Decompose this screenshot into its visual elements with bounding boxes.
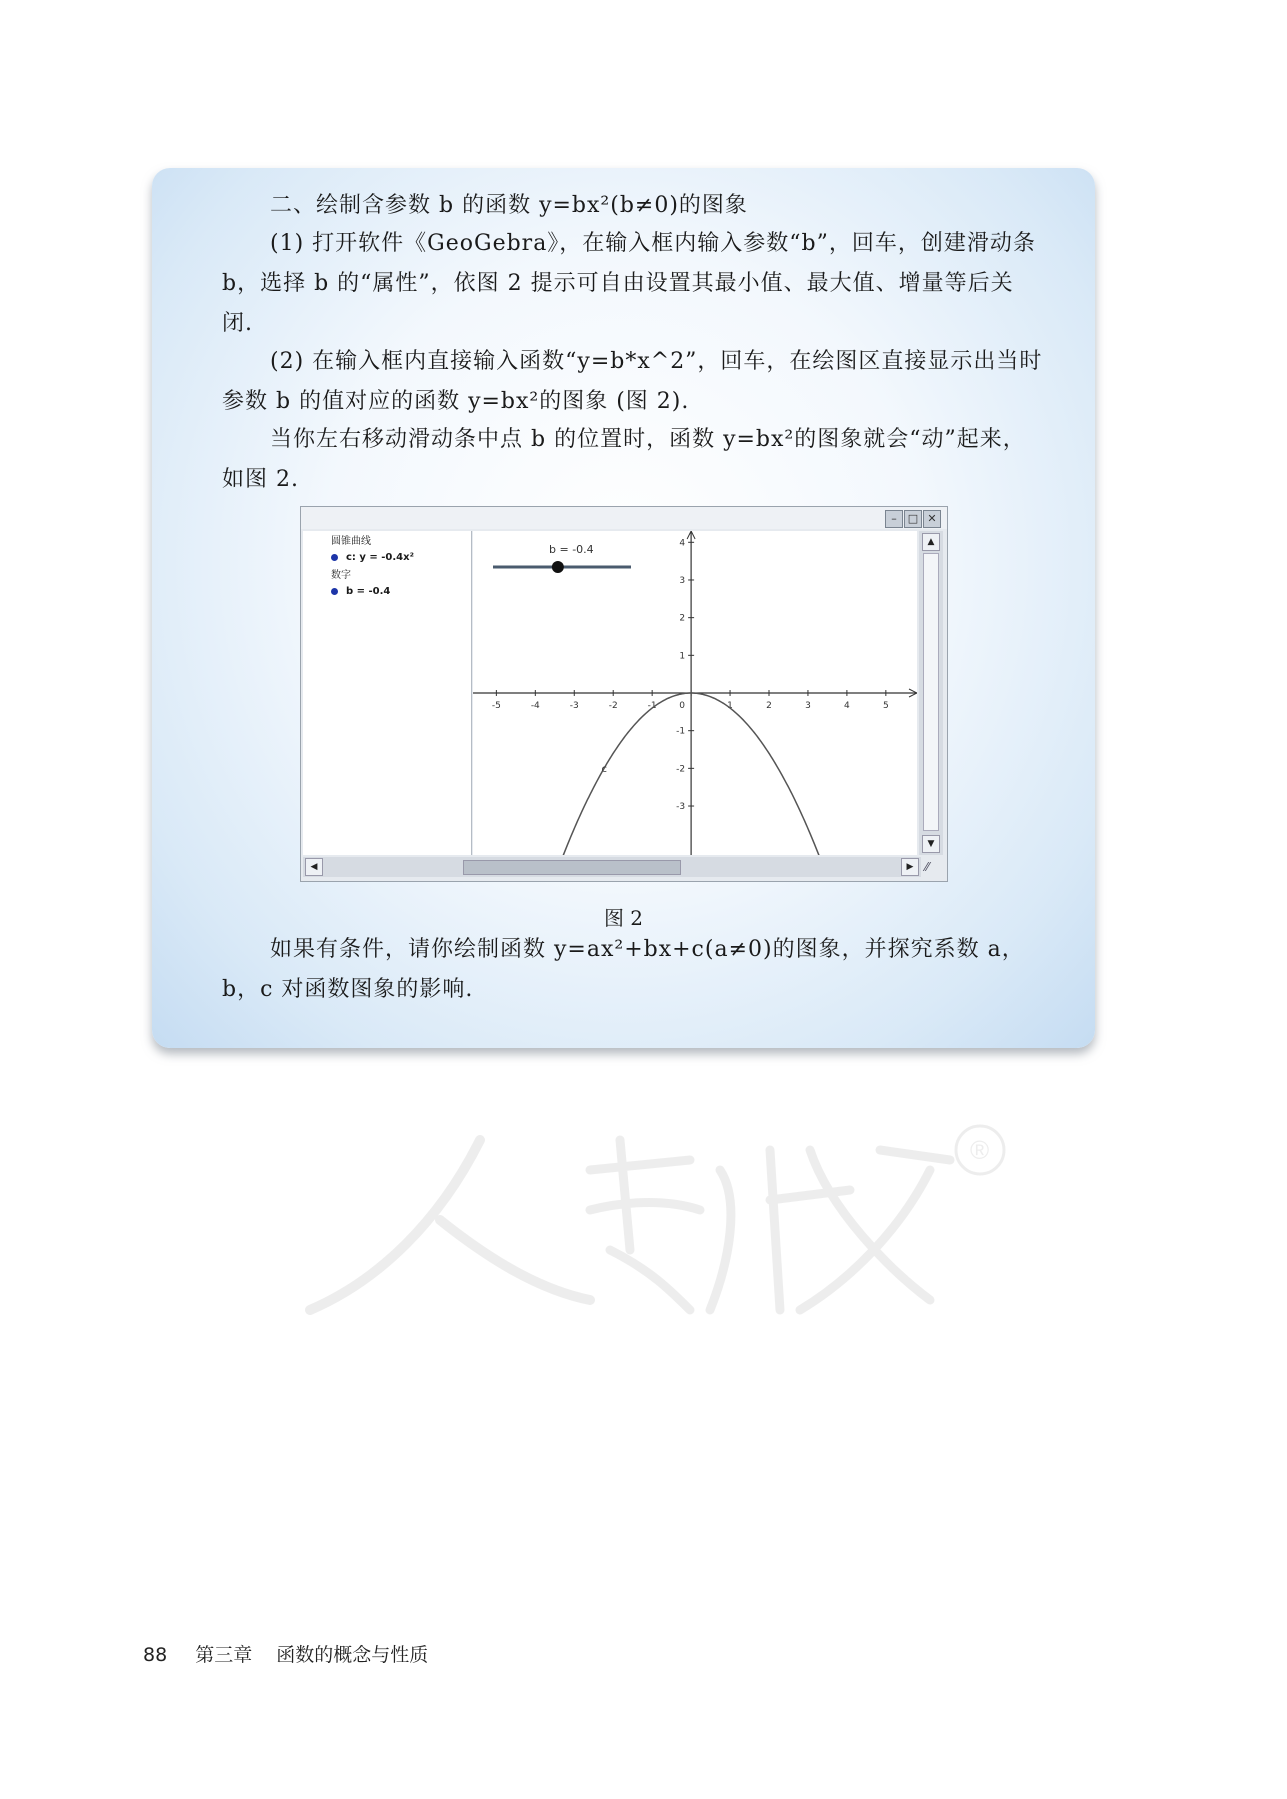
- minimize-icon[interactable]: –: [885, 510, 903, 528]
- section-heading: 二、绘制含参数 b 的函数 y=bx²(b≠0)的图象: [270, 193, 748, 218]
- slider-knob: [552, 561, 564, 573]
- scroll-down-icon[interactable]: ▼: [922, 835, 940, 853]
- x-tick-label: 4: [844, 701, 850, 711]
- curve-label: c: [601, 764, 608, 776]
- geogebra-window: [300, 506, 948, 882]
- x-tick-label: 3: [805, 701, 811, 711]
- visibility-dot-icon[interactable]: [331, 554, 338, 561]
- svg-text:®: ®: [970, 1135, 990, 1165]
- maximize-icon[interactable]: □: [904, 510, 922, 528]
- vertical-scroll-thumb[interactable]: [923, 553, 939, 831]
- resize-grip-icon[interactable]: ⁄⁄: [925, 860, 930, 874]
- x-tick-label: -5: [491, 701, 501, 711]
- algebra-item-b[interactable]: b = -0.4: [331, 585, 390, 599]
- y-tick-label: -1: [676, 726, 686, 737]
- y-tick-label: -3: [676, 802, 686, 813]
- x-tick-label: -2: [608, 701, 618, 711]
- scroll-left-icon[interactable]: ◀: [305, 858, 323, 876]
- visibility-dot-icon[interactable]: [331, 588, 338, 595]
- x-tick-label: -1: [647, 701, 657, 711]
- window-titlebar: [301, 507, 947, 529]
- slider-label: b = -0.4: [549, 543, 594, 556]
- x-tick-label: 1: [727, 701, 733, 711]
- step-1-text: (1) 打开软件《GeoGebra》，在输入框内输入参数“b”，回车，创建滑动条b，选择 b 的“属性”，依图 2 提示可自由设置其最小值、最大值、增量等后关闭.: [222, 231, 1036, 336]
- x-tick-label: 2: [766, 701, 772, 711]
- y-tick-label: 3: [679, 575, 686, 586]
- close-icon[interactable]: ✕: [923, 510, 941, 528]
- horizontal-scrollbar[interactable]: [303, 857, 921, 877]
- vertical-scrollbar[interactable]: [919, 531, 943, 855]
- activity-panel: [152, 168, 1095, 1048]
- x-tick-label: -4: [530, 701, 540, 711]
- x-tick-label: -3: [569, 701, 579, 711]
- algebra-view: [303, 531, 472, 855]
- chapter-label: 第三章: [195, 1644, 253, 1666]
- figure-caption: 图 2: [603, 906, 644, 930]
- step-3-text: 当你左右移动滑动条中点 b 的位置时，函数 y=bx²的图象就会“动”起来，如图 2.: [222, 427, 1026, 492]
- algebra-group-conic: 圆锥曲线: [331, 536, 371, 547]
- horizontal-scroll-thumb[interactable]: [463, 860, 681, 875]
- algebra-item-c[interactable]: c: y = -0.4x²: [331, 551, 414, 565]
- scroll-up-icon[interactable]: ▲: [922, 533, 940, 551]
- y-tick-label: 1: [679, 651, 686, 662]
- step-2-text: (2) 在输入框内直接输入函数“y=b*x^2”，回车，在绘图区直接显示出当时参数 b 的值对应的函数 y=bx²的图象 (图 2).: [222, 349, 1043, 414]
- y-tick-label: -2: [676, 764, 686, 775]
- x-tick-label: 5: [882, 701, 889, 711]
- page-footer: [143, 1640, 428, 1667]
- graphics-view[interactable]: [473, 531, 917, 855]
- chapter-title: 函数的概念与性质: [276, 1644, 429, 1666]
- y-tick-label: 4: [679, 538, 686, 549]
- y-tick-label: 2: [679, 613, 686, 624]
- closing-text: 如果有条件，请你绘制函数 y=ax²+bx+c(a≠0)的图象，并探究系数 a，b，c 对函数图象的影响.: [222, 937, 1025, 1002]
- x-tick-label: 0: [679, 701, 685, 711]
- function-plot: [473, 531, 917, 855]
- page-number: 88: [143, 1644, 168, 1666]
- scroll-right-icon[interactable]: ▶: [901, 858, 919, 876]
- publisher-watermark: [290, 1110, 1020, 1330]
- algebra-group-number: 数字: [331, 570, 351, 581]
